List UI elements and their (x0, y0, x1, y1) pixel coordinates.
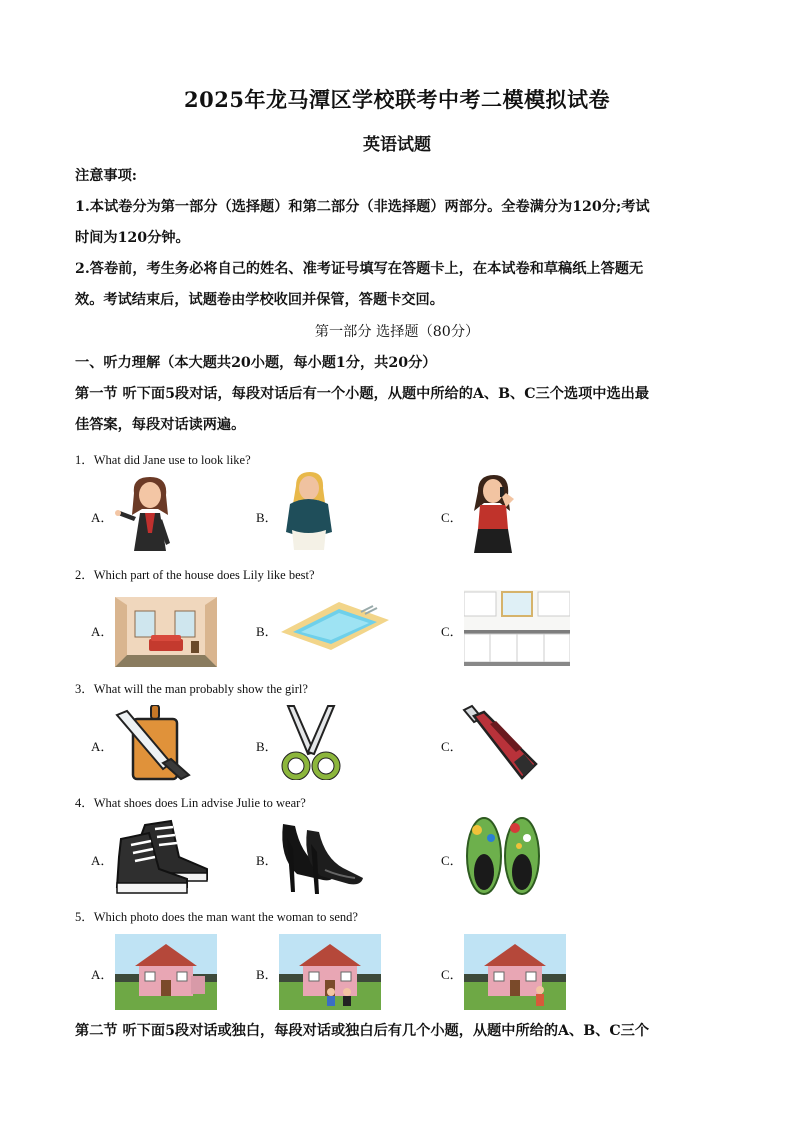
question-1: 1．What did Jane use to look like? (75, 453, 251, 467)
sneakers-image (115, 817, 211, 895)
knife-and-board-image (115, 705, 191, 781)
house-photo-a-image (115, 934, 217, 1010)
woman-on-phone-image (462, 473, 524, 553)
q4-option-a-label: A． (91, 853, 114, 868)
section1-heading: 一、听力理解（本大题共20小题，每小题1分，共20分） (75, 355, 437, 371)
q3-option-c-label: C． (441, 739, 463, 754)
q3-option-a-label: A． (91, 739, 114, 754)
notice-item2-line1: 2.答卷前，考生务必将自己的姓名、准考证号填写在答题卡上，在本试卷和草稿纸上答题无 (75, 261, 644, 277)
q3-option-b-label: B． (256, 739, 278, 754)
section2-intro-line1: 第二节 听下面5段对话或独白，每段对话或独白后有几个小题，从题中所给的A、B、C三个 (75, 1023, 650, 1039)
q4-option-c-label: C． (441, 853, 463, 868)
notice-item2-line2: 效。考试结束后，试题卷由学校收回并保管，答题卡交回。 (75, 292, 444, 308)
notice-item1-line2: 时间为120分钟。 (75, 230, 190, 246)
q5-option-a-label: A． (91, 967, 114, 982)
page-title: 2025年龙马潭区学校联考中考二模模拟试卷 (184, 87, 610, 112)
swimming-pool-image (279, 598, 391, 652)
utility-cutter-image (462, 704, 538, 782)
house-photo-b-image (279, 934, 381, 1010)
section1-intro-line2: 佳答案，每段对话读两遍。 (75, 417, 246, 433)
living-room-image (115, 597, 217, 667)
question-2: 2．Which part of the house does Lily like best? (75, 568, 315, 582)
q2-option-a-label: A． (91, 624, 114, 639)
notice-heading: 注意事项: (75, 168, 137, 184)
kitchen-image (464, 590, 570, 666)
q1-option-a-label: A． (91, 510, 114, 525)
section1-intro-line1: 第一节 听下面5段对话，每段对话后有一个小题，从题中所给的A、B、C三个选项中选出最 (75, 386, 650, 402)
q2-option-c-label: C． (441, 624, 463, 639)
house-photo-c-image (464, 934, 566, 1010)
part1-heading: 第一部分 选择题（80分） (314, 324, 480, 340)
q5-option-c-label: C． (441, 967, 463, 982)
high-heels-image (277, 818, 373, 894)
scissors-image (280, 704, 342, 780)
q4-option-b-label: B． (256, 853, 278, 868)
q5-option-b-label: B． (256, 967, 278, 982)
question-4: 4．What shoes does Lin advise Julie to wear? (75, 796, 306, 810)
woman-slim-image (112, 473, 187, 553)
q2-option-b-label: B． (256, 624, 278, 639)
woman-heavy-image (278, 470, 338, 552)
question-3: 3．What will the man probably show the girl? (75, 682, 308, 696)
clog-sandals-image (465, 816, 541, 896)
notice-item1-line1: 1.本试卷分为第一部分（选择题）和第二部分（非选择题）两部分。全卷满分为120分;考试 (75, 199, 650, 215)
page-subtitle: 英语试题 (363, 135, 431, 155)
q1-option-c-label: C． (441, 510, 463, 525)
q1-option-b-label: B． (256, 510, 278, 525)
question-5: 5．Which photo does the man want the woman to send? (75, 910, 358, 924)
